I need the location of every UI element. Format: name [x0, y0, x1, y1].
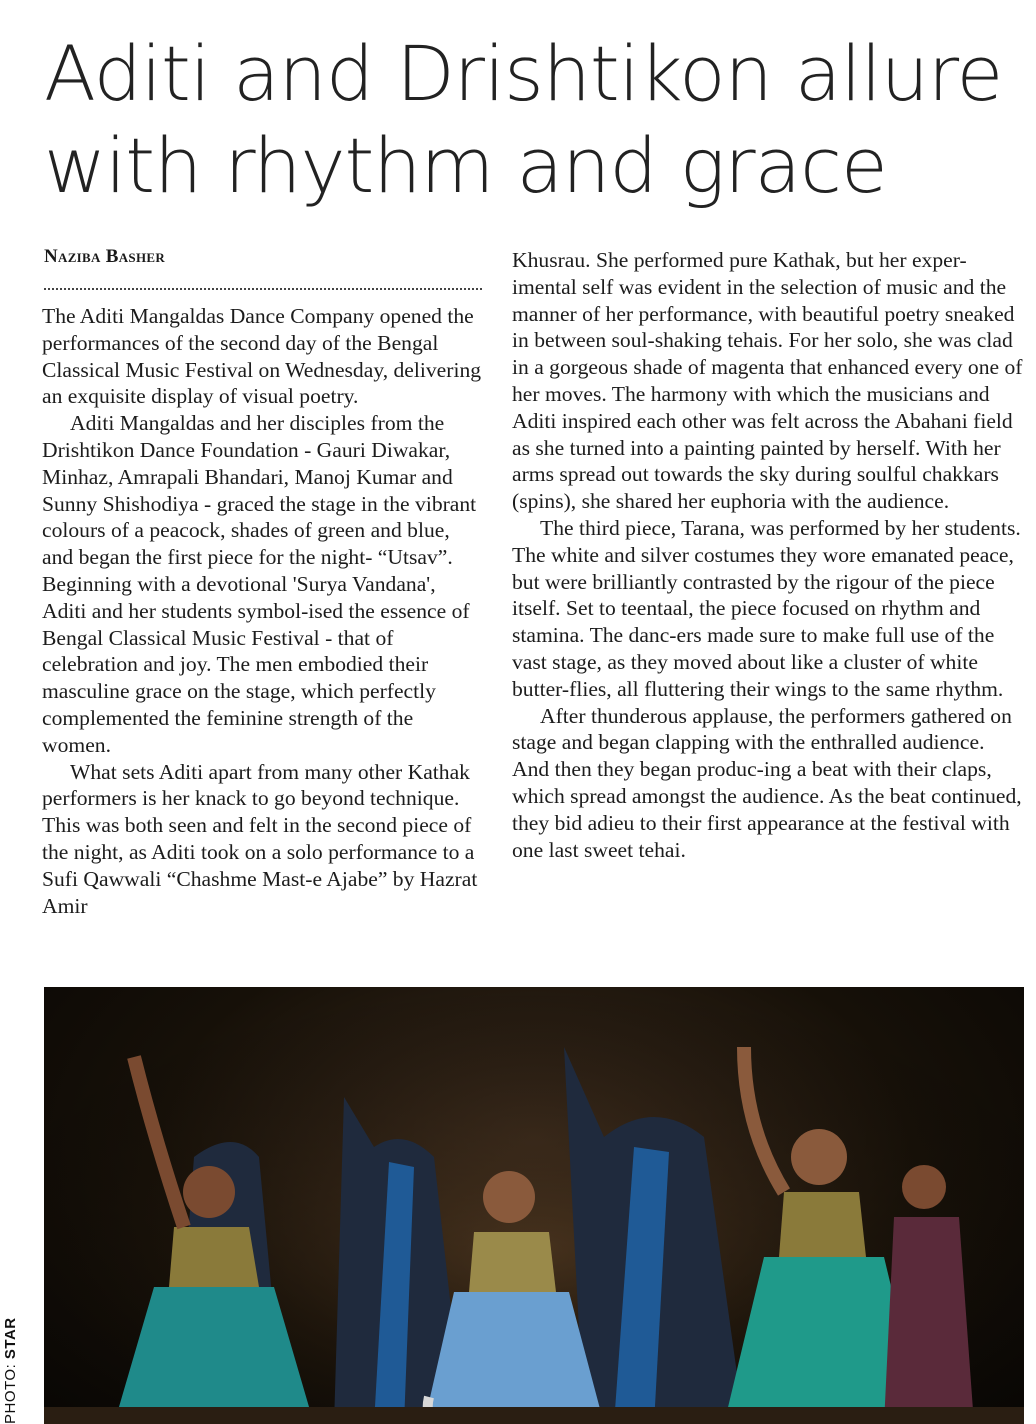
paragraph: Khusrau. She performed pure Kathak, but her exper-imental self was evident in the selection of music and the manner of her performance, with beautiful poetry sneaked in between soul-shaking tehais. For her solo, she was clad in a gorgeous shade of magenta that enhanced every one of her moves. The harmony with which the musicians and Aditi inspired each other was felt across the Abahani field as she turned into a painting painted by herself. With her arms spread out towards the sky during soulful chakkars (spins), she shared her euphoria with the audience.	[512, 248, 1023, 514]
dancers-illustration	[44, 987, 1024, 1424]
paragraph: The Aditi Mangaldas Dance Company opened the performances of the second day of the Bengal Classical Music Festival on Wednesday, delivering an exquisite display of visual poetry.	[42, 304, 482, 409]
paragraph: What sets Aditi apart from many other Kathak performers is her knack to go beyond technique. This was both seen and felt in the second piece of the night, as Aditi took on a solo performance to a Sufi Qawwali “Chashme Mast-e Ajabe” by Hazrat Amir	[42, 759, 478, 918]
byline: Naziba Basher	[44, 246, 166, 267]
article-column-2	[512, 247, 1024, 863]
article-column-1	[42, 303, 482, 919]
performance-photo	[44, 987, 1024, 1424]
paragraph: Aditi Mangaldas and her disciples from the Drishtikon Dance Foundation - Gauri Diwakar, Minhaz, Amrapali Bhandari, Manoj Kumar and Sunny Shishodiya - graced the stage in the vibrant colours of a peacock, shades of green and blue, and began the first piece for the night- “Utsav”. Beginning with a devotional 'Surya Vandana', Aditi and her students symbol-ised the essence of Bengal Classical Music Festival - that of celebration and joy. The men embodied their masculine grace on the stage, which perfectly complemented the feminine strength of the women.	[42, 411, 477, 757]
photo-credit-source: STAR	[2, 1317, 19, 1360]
headline-line-1: Aditi and Drishtikon allure	[44, 29, 1003, 118]
byline-divider	[44, 288, 482, 290]
photo-credit	[2, 1317, 19, 1424]
headline	[44, 28, 1024, 212]
paragraph: After thunderous applause, the performers gathered on stage and began clapping with the enthralled audience. And then they began produc-ing a beat with their claps, which spread amongst the audience. As the beat continued, they bid adieu to their first appearance at the festival with one last sweet tehai.	[512, 703, 1022, 862]
headline-line-2: with rhythm and grace	[44, 121, 887, 210]
photo-credit-prefix: PHOTO:	[2, 1359, 19, 1424]
paragraph: The third piece, Tarana, was performed by her students. The white and silver costumes they wore emanated peace, but were brilliantly contrasted by the rigour of the piece itself. Set to teentaal, the piece focused on rhythm and stamina. The danc-ers made sure to make full use of the vast stage, as they moved about like a cluster of white butter-flies, all fluttering their wings to the same rhythm.	[512, 515, 1021, 701]
